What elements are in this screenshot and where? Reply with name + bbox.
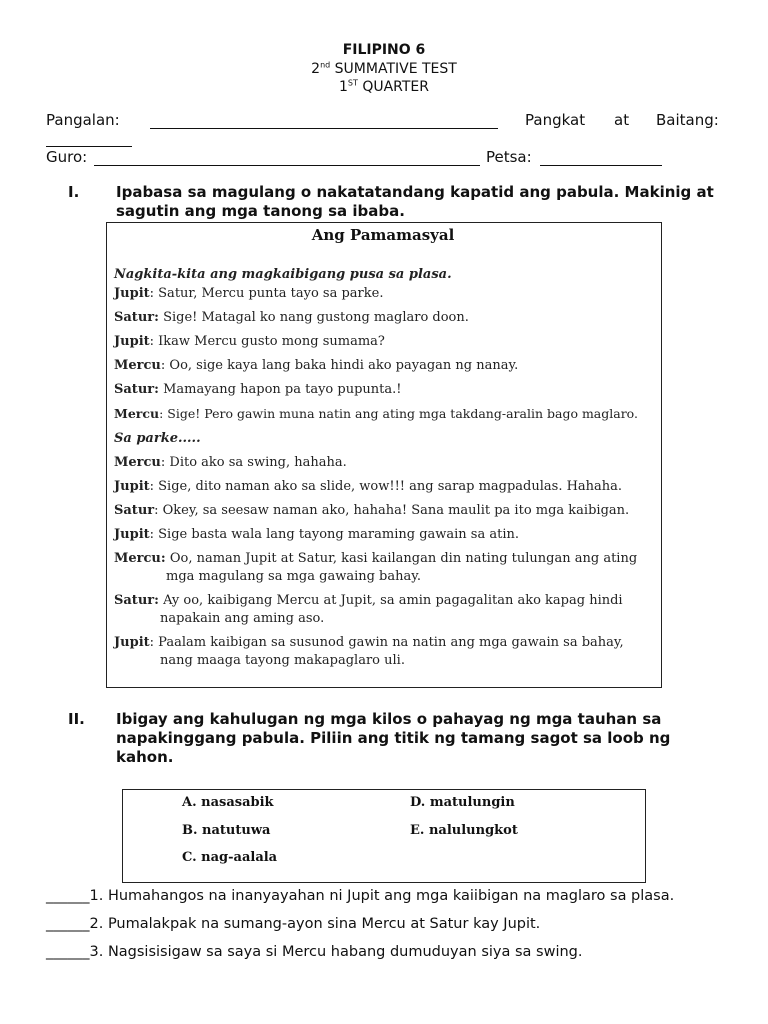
dialogue-line: Jupit: Satur, Mercu punta tayo sa parke.	[114, 286, 384, 301]
dialogue-line: Jupit: Sige basta wala lang tayong maraming gawain sa atin.	[114, 527, 520, 542]
dialogue-line: Satur: Ay oo, kaibigang Mercu at Jupit, sa amin pagagalitan ako kapag hindi napakain ang aming aso.	[114, 593, 623, 626]
group-label-word2: at	[614, 111, 630, 129]
question-2: ______2. Pumalakpak na sumang-ayon sina Mercu at Satur kay Jupit.	[46, 916, 541, 932]
teacher-field[interactable]	[94, 165, 480, 166]
choice-e: E. nalulungkot	[410, 823, 518, 838]
section-1-instruction: Ipabasa sa magulang o nakatatandang kapatid ang pabula. Makinig at sagutin ang mga tanong sa ibaba.	[116, 183, 714, 220]
dialogue-line: Mercu: Oo, naman Jupit at Satur, kasi kailangan din nating tulungan ang ating mga magulang sa mga gawaing bahay.	[114, 551, 638, 584]
group-label-word3: Baitang:	[656, 111, 719, 129]
group-field[interactable]	[46, 146, 132, 147]
dialogue-line: Jupit: Sige, dito naman ako sa slide, wow!!! ang sarap magpadulas. Hahaha.	[114, 479, 623, 494]
teacher-label: Guro:	[46, 148, 88, 166]
question-1: ______1. Humahangos na inanyayahan ni Jupit ang mga kaiibigan na maglaro sa plasa.	[46, 888, 675, 904]
dialogue-line: Mercu: Oo, sige kaya lang baka hindi ako payagan ng nanay.	[114, 358, 519, 373]
story-scene: Sa parke.....	[114, 431, 201, 446]
dialogue-line: Mercu: Dito ako sa swing, hahaha.	[114, 455, 347, 470]
story-title: Ang Pamamasyal	[311, 226, 455, 244]
test-title: FILIPINO 6	[342, 42, 426, 58]
choice-c: C. nag-aalala	[182, 850, 278, 865]
choice-a: A. nasasabik	[182, 795, 274, 810]
date-label: Petsa:	[486, 148, 532, 166]
section-2-instruction: Ibigay ang kahulugan ng mga kilos o pahayag ng mga tauhan sa napakinggang pabula. Piliin ang titik ng tamang sagot sa loob ng kahon.	[116, 710, 671, 766]
dialogue-line: Satur: Okey, sa seesaw naman ako, hahaha! Sana maulit pa ito mga kaibigan.	[114, 503, 630, 518]
dialogue-line: Mercu: Sige! Pero gawin muna natin ang ating mga takdang-aralin bago maglaro.	[114, 406, 638, 421]
choice-d: D. matulungin	[410, 795, 515, 810]
test-subtitle: 2nd SUMMATIVE TEST	[311, 60, 457, 77]
dialogue-line: Satur: Mamayang hapon pa tayo pupunta.!	[114, 382, 402, 397]
name-label: Pangalan:	[46, 111, 120, 129]
group-label-word1: Pangkat	[525, 111, 586, 129]
question-3: ______3. Nagsisisigaw sa saya si Mercu habang dumuduyan siya sa swing.	[46, 944, 583, 960]
dialogue-line: Jupit: Ikaw Mercu gusto mong sumama?	[114, 334, 385, 349]
section-1-number: I.	[68, 183, 80, 201]
choice-b: B. natutuwa	[182, 823, 271, 838]
dialogue-line: Jupit: Paalam kaibigan sa susunod gawin na natin ang mga gawain sa bahay, nang maaga tayong makapaglaro uli.	[114, 635, 624, 668]
quarter-label: 1ST QUARTER	[338, 78, 430, 95]
section-2-number: II.	[68, 710, 85, 728]
name-field[interactable]	[150, 128, 498, 129]
dialogue-line: Satur: Sige! Matagal ko nang gustong maglaro doon.	[114, 310, 469, 325]
date-field[interactable]	[540, 165, 662, 166]
story-intro: Nagkita-kita ang magkaibigang pusa sa plasa.	[114, 267, 452, 282]
